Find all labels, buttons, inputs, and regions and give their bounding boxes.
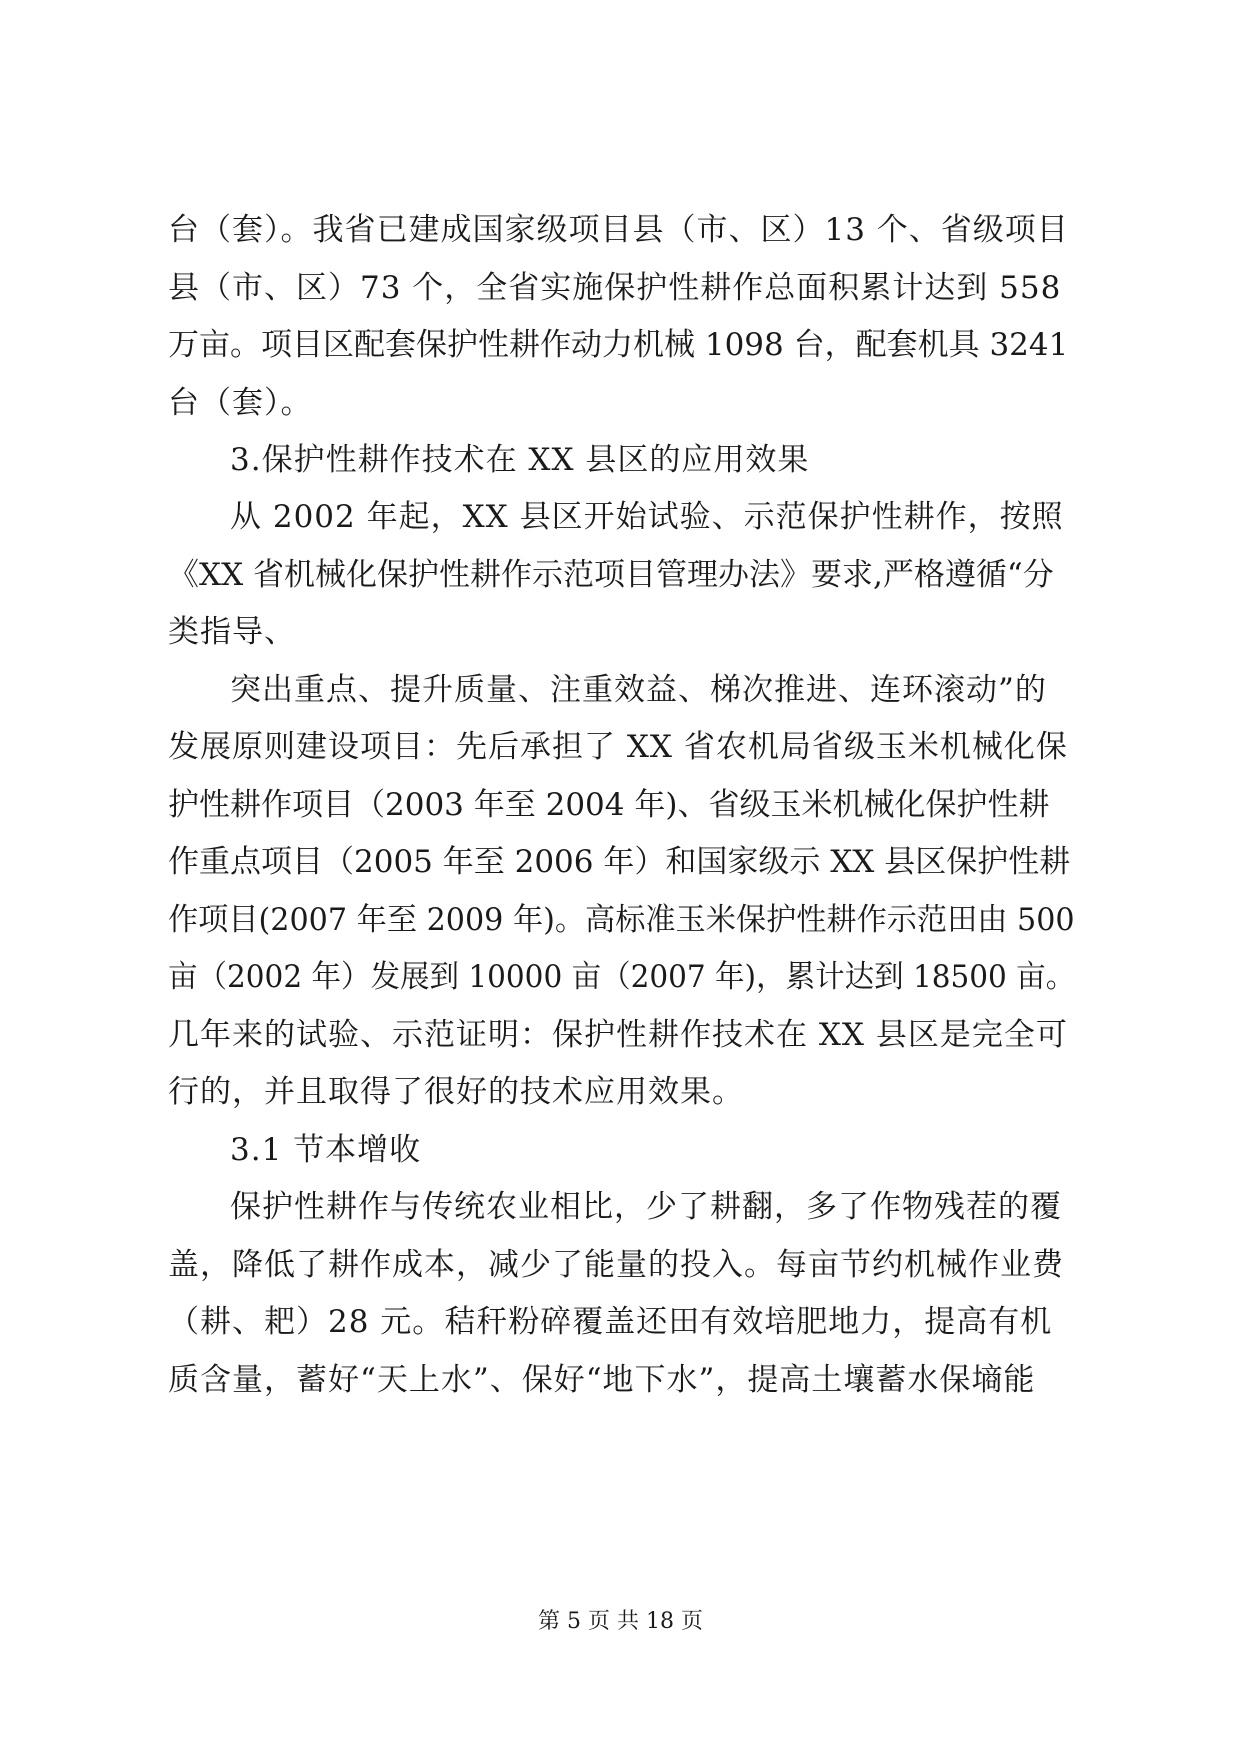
text-line: 亩（2002 年）发展到 10000 亩（2007 年)，累计达到 18500 亩。	[168, 959, 1076, 995]
text-line: 突出重点、提升质量、注重效益、梯次推进、连环滚动”的	[230, 672, 1047, 708]
text-line: 行的，并且取得了很好的技术应用效果。	[168, 1074, 744, 1110]
text-line: 台（套）。	[168, 385, 313, 421]
text-line: 作项目(2007 年至 2009 年)。高标准玉米保护性耕作示范田由 500	[168, 902, 1075, 938]
text-line: 盖，降低了耕作成本，减少了能量的投入。每亩节约机械作业费	[168, 1247, 1064, 1283]
text-line: 万亩。项目区配套保护性耕作动力机械 1098 台，配套机具 3241	[168, 327, 1069, 363]
page-footer: 第 5 页 共 18 页	[538, 1609, 703, 1634]
text-line: 台（套）。我省已建成国家级项目县（市、区）13 个、省级项目	[168, 212, 1069, 248]
text-line: 保护性耕作与传统农业相比，少了耕翻，多了作物残茬的覆	[230, 1189, 1062, 1225]
text-line: 护性耕作项目（2003 年至 2004 年)、省级玉米机械化保护性耕	[168, 787, 1050, 823]
text-line: 作重点项目（2005 年至 2006 年）和国家级示 XX 县区保护性耕	[168, 844, 1071, 880]
text-line: 几年来的试验、示范证明：保护性耕作技术在 XX 县区是完全可	[168, 1017, 1068, 1053]
text-line: 县（市、区）73 个，全省实施保护性耕作总面积累计达到 558	[168, 270, 1062, 306]
text-line: 《XX 省机械化保护性耕作示范项目管理办法》要求,严格遵循“分	[168, 557, 1054, 593]
text-line: （耕、耙）28 元。秸秆粉碎覆盖还田有效培肥地力，提高有机	[168, 1304, 1053, 1340]
section-heading: 3.1 节本增收	[230, 1132, 422, 1168]
text-line: 从 2002 年起，XX 县区开始试验、示范保护性耕作，按照	[230, 499, 1064, 535]
text-line: 类指导、	[168, 614, 296, 650]
text-line: 发展原则建设项目：先后承担了 XX 省农机局省级玉米机械化保	[168, 729, 1068, 765]
text-line: 质含量，蓄好“天上水”、保好“地下水”，提高土壤蓄水保墒能	[168, 1362, 1036, 1398]
section-heading: 3.保护性耕作技术在 XX 县区的应用效果	[230, 442, 810, 478]
